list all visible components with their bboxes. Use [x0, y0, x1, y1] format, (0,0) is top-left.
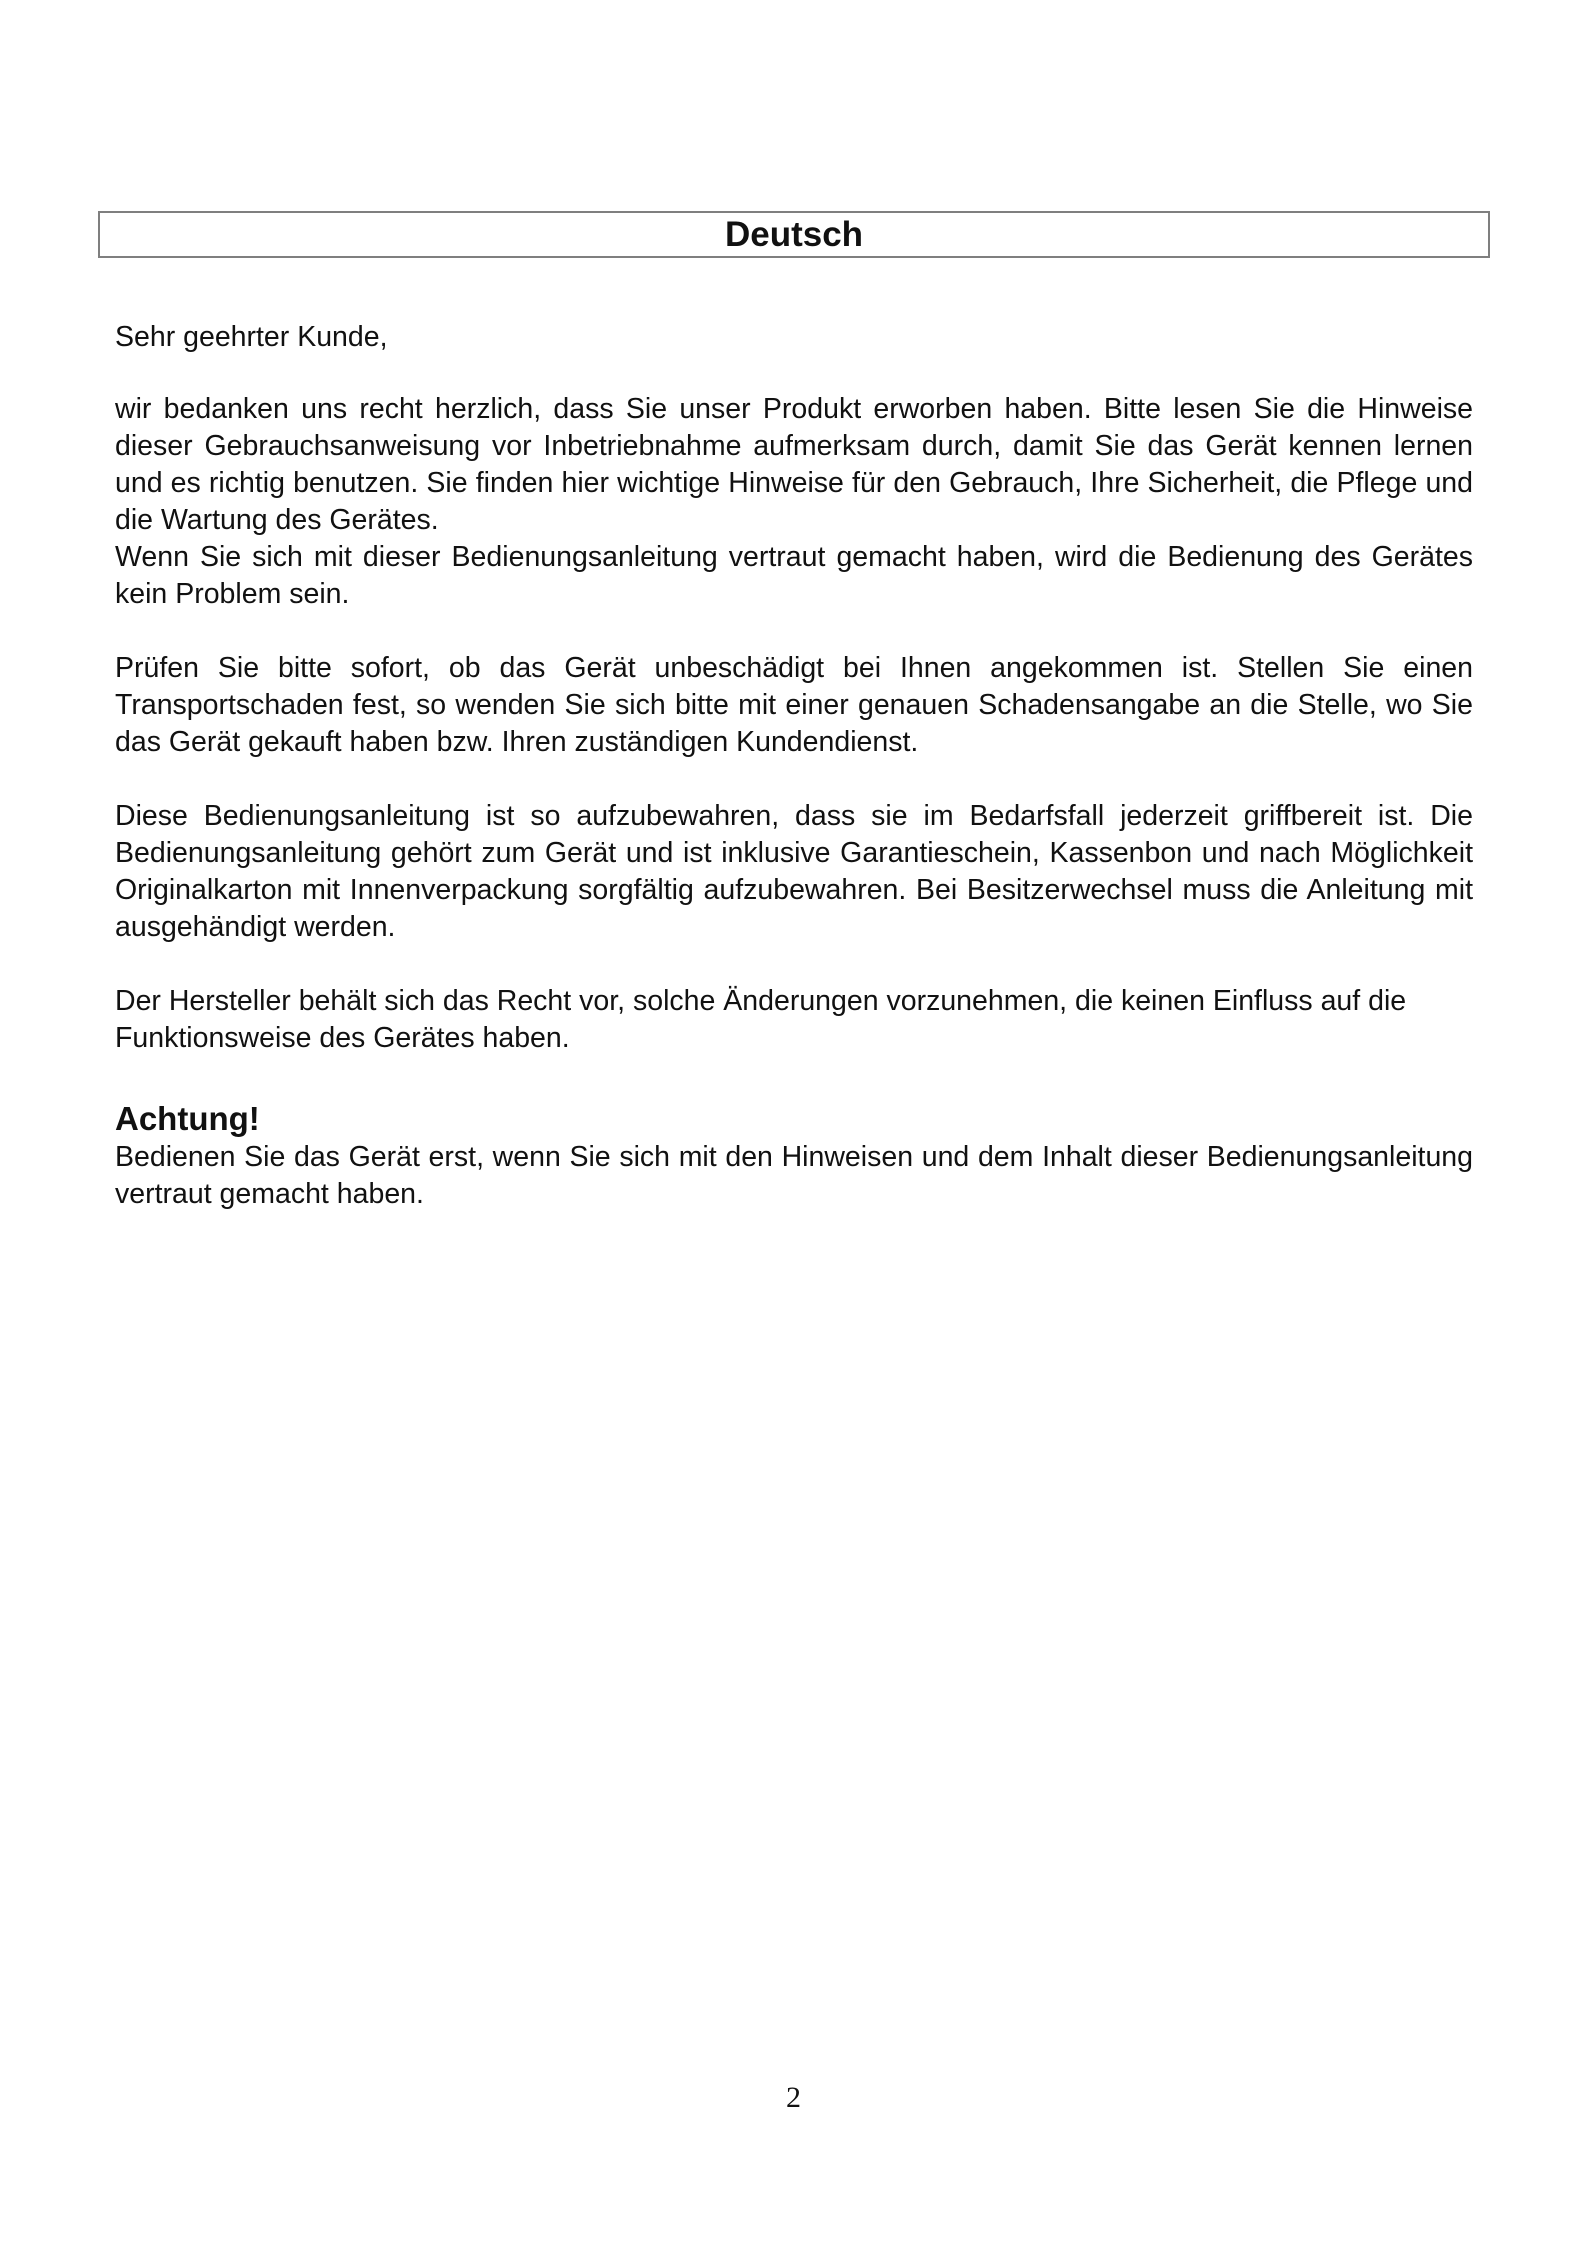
paragraph-inspection: Prüfen Sie bitte sofort, ob das Gerät unbeschädigt bei Ihnen angekommen ist. Stellen Sie einen Transportschaden fest, so wenden Sie sich bitte mit einer genauen Schadensangabe an die Stelle, wo Sie das Gerät gekauft haben bzw. Ihren zuständigen Kundendienst.	[115, 652, 1473, 758]
document-body	[115, 319, 1473, 1213]
paragraph-familiarity: Wenn Sie sich mit dieser Bedienungsanleitung vertraut gemacht haben, wird die Bedienung des Gerätes kein Problem sein.	[115, 541, 1473, 610]
paragraph-storage: Diese Bedienungsanleitung ist so aufzubewahren, dass sie im Bedarfsfall jederzeit griffbereit ist. Die Bedienungsanleitung gehört zum Gerät und ist inklusive Garantieschein, Kassenbon und nach Möglichkeit Originalkarton mit Innenverpackung sorgfältig aufzubewahren. Bei Besitzerwechsel muss die Anleitung mit ausgehändigt werden.	[115, 800, 1473, 943]
page-number: 2	[786, 2081, 801, 2114]
section-title: Deutsch	[724, 215, 864, 254]
warning-heading: Achtung!	[115, 1100, 260, 1137]
paragraph-thanks: wir bedanken uns recht herzlich, dass Sie unser Produkt erworben haben. Bitte lesen Sie die Hinweise dieser Gebrauchsanweisung vor Inbetriebnahme aufmerksam durch, damit Sie das Gerät kennen lernen und es richtig benutzen. Sie finden hier wichtige Hinweise für den Gebrauch, Ihre Sicherheit, die Pflege und die Wartung des Gerätes.	[115, 393, 1473, 536]
salutation: Sehr geehrter Kunde,	[115, 321, 388, 353]
paragraph-manufacturer-rights: Der Hersteller behält sich das Recht vor, solche Änderungen vorzunehmen, die keinen Einfluss auf die Funktionsweise des Gerätes haben.	[115, 985, 1407, 1054]
section-header-box	[98, 211, 1490, 258]
warning-text: Bedienen Sie das Gerät erst, wenn Sie sich mit den Hinweisen und dem Inhalt dieser Bedienungsanleitung vertraut gemacht haben.	[115, 1141, 1473, 1210]
